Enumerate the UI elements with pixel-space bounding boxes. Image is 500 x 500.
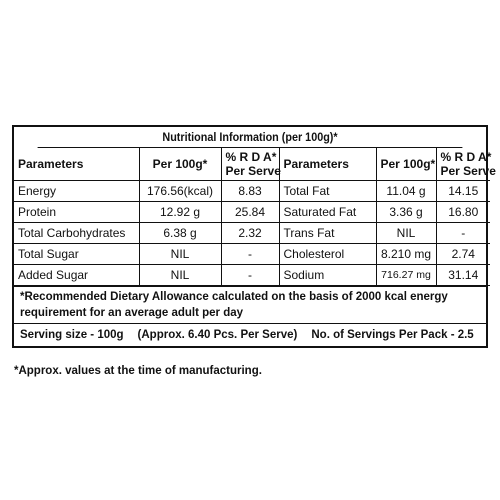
- table-title: Nutritional Information (per 100g)*: [38, 127, 463, 148]
- header-parameters-left: Parameters: [14, 148, 139, 181]
- rda-value: 14.15: [436, 181, 490, 202]
- per100g-value: NIL: [139, 265, 221, 286]
- header-rda-line1: % R D A*: [225, 150, 277, 164]
- table-row: [14, 244, 490, 265]
- param-name: Total Fat: [279, 181, 376, 202]
- per100g-value: 6.38 g: [139, 223, 221, 244]
- header-row: [14, 148, 490, 181]
- param-name: Energy: [14, 181, 139, 202]
- per100g-value: 12.92 g: [139, 202, 221, 223]
- approx-footnote: *Approx. values at the time of manufacturing.: [14, 365, 262, 377]
- table-row: [14, 265, 490, 286]
- param-name: Added Sugar: [14, 265, 139, 286]
- param-name: Total Sugar: [14, 244, 139, 265]
- per100g-value: 3.36 g: [376, 202, 436, 223]
- per100g-value: 716.27 mg: [376, 265, 436, 286]
- rda-value: 31.14: [436, 265, 490, 286]
- per100g-value: NIL: [376, 223, 436, 244]
- rda-note-line2: requirement for an average adult per day: [20, 307, 244, 319]
- header-rda-line1: % R D A*: [440, 150, 492, 164]
- nutrition-table: [14, 148, 496, 286]
- rda-note: [14, 286, 486, 323]
- param-name: Saturated Fat: [279, 202, 376, 223]
- rda-note-line1: *Recommended Dietary Allowance calculated on the basis of 2000 kcal energy: [20, 291, 448, 303]
- rda-value: 2.32: [221, 223, 279, 244]
- per100g-value: 11.04 g: [376, 181, 436, 202]
- rda-value: -: [221, 265, 279, 286]
- table-row: [14, 181, 490, 202]
- serving-size: Serving size - 100g: [20, 329, 124, 341]
- header-rda-left: [221, 148, 279, 181]
- rda-value: 25.84: [221, 202, 279, 223]
- header-rda-line2: Per Serve: [225, 164, 281, 178]
- header-per100g-right: Per 100g*: [376, 148, 436, 181]
- rda-value: -: [436, 223, 490, 244]
- header-rda-line2: Per Serve: [440, 164, 496, 178]
- serving-approx: (Approx. 6.40 Pcs. Per Serve): [137, 329, 298, 341]
- header-rda-right: [436, 148, 496, 181]
- param-name: Sodium: [279, 265, 376, 286]
- serving-info: [14, 323, 486, 346]
- header-parameters-right: Parameters: [279, 148, 376, 181]
- param-name: Cholesterol: [279, 244, 376, 265]
- rda-value: 8.83: [221, 181, 279, 202]
- servings-per-pack: No. of Servings Per Pack - 2.5: [311, 329, 474, 341]
- rda-value: 2.74: [436, 244, 490, 265]
- table-row: [14, 202, 490, 223]
- table-row: [14, 223, 490, 244]
- rda-value: -: [221, 244, 279, 265]
- per100g-value: 8.210 mg: [376, 244, 436, 265]
- param-name: Total Carbohydrates: [14, 223, 139, 244]
- param-name: Trans Fat: [279, 223, 376, 244]
- param-name: Protein: [14, 202, 139, 223]
- header-per100g-left: Per 100g*: [139, 148, 221, 181]
- per100g-value: NIL: [139, 244, 221, 265]
- per100g-value: 176.56(kcal): [139, 181, 221, 202]
- rda-value: 16.80: [436, 202, 490, 223]
- nutrition-info-panel: [12, 125, 496, 348]
